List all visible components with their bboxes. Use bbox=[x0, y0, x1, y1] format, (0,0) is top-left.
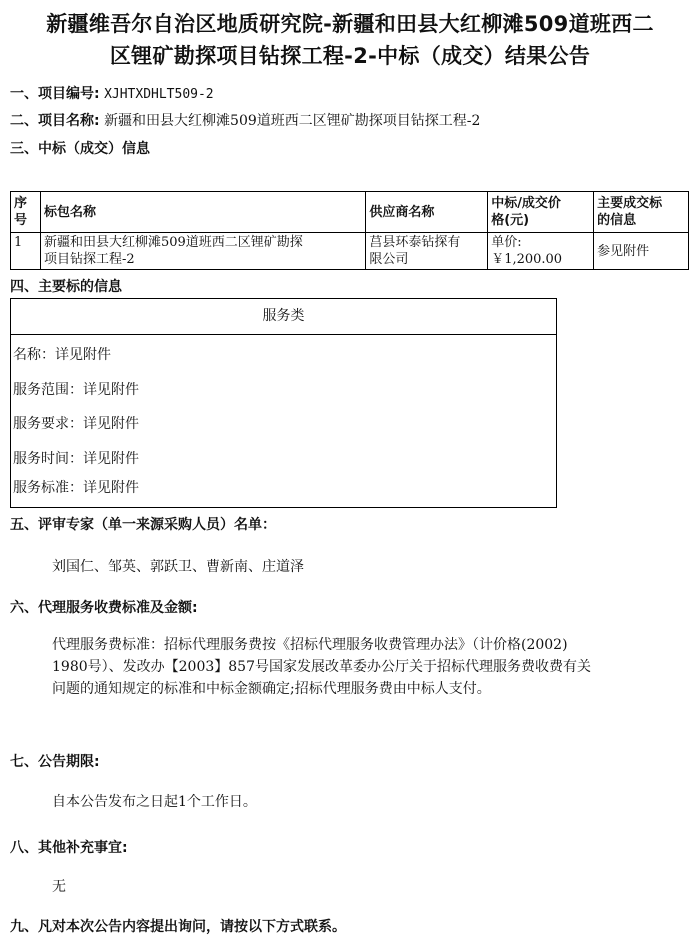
cell-main-info: 参见附件 bbox=[594, 233, 689, 270]
section-1-heading: 一、项目编号: bbox=[10, 86, 100, 102]
main-subject-box bbox=[10, 298, 557, 508]
title-line-2: 区锂矿勘探项目钻探工程-2-中标（成交）结果公告 bbox=[109, 44, 591, 68]
project-number: XJHTXDHLT509-2 bbox=[104, 87, 214, 102]
cell-price: 单价: ￥1,200.00 bbox=[488, 233, 594, 270]
agency-fee-text: 代理服务费标准：招标代理服务费按《招标代理服务收费管理办法》（计价格(2002) 1980号）、发改办【2003】857号国家发展改革委办公厅关于招标代理服务费收费有关 问题的通知规定的标准和中标金额确定;招标代理服务费由中标人支付。 bbox=[52, 637, 591, 697]
award-table bbox=[10, 191, 689, 270]
award-table-header-row bbox=[11, 192, 689, 233]
project-name: 新疆和田县大红柳滩509道班西二区锂矿勘探项目钻探工程-2 bbox=[104, 113, 481, 129]
section-5-heading: 五、评审专家（单一来源采购人员）名单： bbox=[10, 517, 276, 533]
section-2 bbox=[10, 111, 480, 131]
header-index: 序 号 bbox=[11, 192, 41, 233]
section-3-heading: 三、中标（成交）信息 bbox=[10, 141, 150, 157]
section-7-heading: 七、公告期限: bbox=[10, 754, 100, 770]
section-2-heading: 二、项目名称: bbox=[10, 113, 100, 129]
expert-list: 刘国仁、邹英、郭跃卫、曹新南、庄道泽 bbox=[52, 559, 304, 575]
other-matters: 无 bbox=[52, 879, 66, 895]
box-category-title: 服务类 bbox=[11, 299, 556, 335]
cell-package-name: 新疆和田县大红柳滩509道班西二区锂矿勘探 项目钻探工程-2 bbox=[40, 233, 365, 270]
header-award-price: 中标/成交价 格(元) bbox=[488, 192, 594, 233]
title-line-1: 新疆维吾尔自治区地质研究院-新疆和田县大红柳滩509道班西二 bbox=[46, 12, 654, 36]
table-row bbox=[11, 233, 689, 270]
section-1 bbox=[10, 84, 214, 105]
notice-period: 自本公告发布之日起1个工作日。 bbox=[52, 794, 257, 810]
cell-supplier: 莒县环泰钻探有 限公司 bbox=[366, 233, 488, 270]
section-4-heading: 四、主要标的信息 bbox=[10, 279, 122, 295]
list-item: 名称：详见附件 bbox=[13, 347, 111, 363]
announcement-title bbox=[0, 8, 700, 72]
list-item: 服务标准：详见附件 bbox=[13, 480, 139, 496]
cell-index: 1 bbox=[11, 233, 41, 270]
header-supplier-name: 供应商名称 bbox=[366, 192, 488, 233]
section-9-heading: 九、凡对本次公告内容提出询问，请按以下方式联系。 bbox=[10, 919, 346, 935]
list-item: 服务时间：详见附件 bbox=[13, 451, 139, 467]
list-item: 服务范围：详见附件 bbox=[13, 382, 139, 398]
list-item: 服务要求：详见附件 bbox=[13, 416, 139, 432]
header-package-name: 标包名称 bbox=[40, 192, 365, 233]
section-8-heading: 八、其他补充事宜: bbox=[10, 840, 128, 856]
header-main-info: 主要成交标 的信息 bbox=[594, 192, 689, 233]
section-6-heading: 六、代理服务收费标准及金额: bbox=[10, 600, 198, 616]
